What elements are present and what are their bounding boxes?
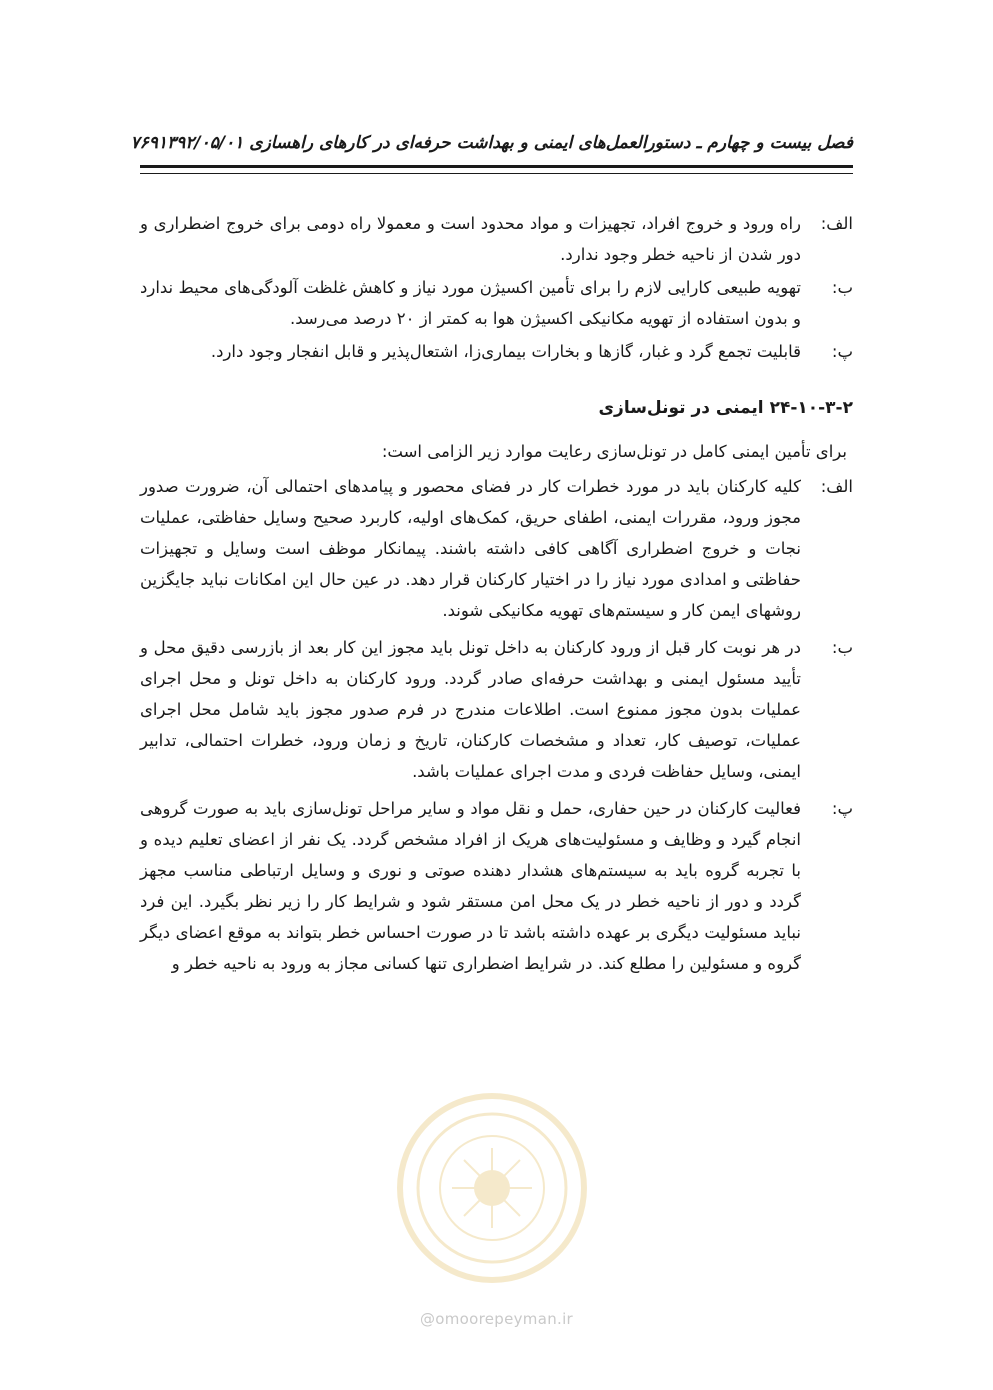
- page-header: [130, 128, 853, 158]
- watermark-seal-icon: [392, 1088, 592, 1288]
- list-text: قابلیت تجمع گرد و غبار، گازها و بخارات بیماری‌زا، اشتعال‌پذیر و قابل انفجار وجود دارد.: [210, 342, 801, 361]
- list-text: کلیه کارکنان باید در مورد خطرات کار در فضای محصور و پیامدهای احتمالی آن، ضرورت صدور مجوز ورود، مقررات ایمنی، اطفای حریق، کمک‌های اولیه، کاربرد صحیح وسایل حفاظتی، عملیات نجات و خروج اضطراری آگاهی کافی داشته باشند. پیمانکار موظف است وسایل و تجهیزات حفاظتی و امدادی مورد نیاز را در اختیار کارکنان قرار دهد. در عین حال این امکانات نباید جایگزین روشهای ایمن کار و سیستم‌های تهویه مکانیکی شوند.: [140, 477, 801, 620]
- watermark-text: @omoorepeyman.ir: [419, 1310, 574, 1328]
- list-text: در هر نوبت کار قبل از ورود کارکنان به داخل تونل باید مجوز این کار بعد از بازرسی دقیق محل و تأیید مسئول ایمنی و بهداشت حرفه‌ای صادر گردد. ورود کارکنان به داخل تونل و محل اجرای عملیات بدون مجوز ممنوع است. اطلاعات مندرج در فرم صدور مجوز باید شامل محل اجرای عملیات، توصیف کار، تعداد و مشخصات کارکنان، تاریخ و زمان ورود، خطرات احتمالی، تدابیر ایمنی، وسایل حفاظت فردی و مدت اجرای عملیات باشد.: [140, 638, 801, 781]
- section-intro: برای تأمین ایمنی کامل در تونل‌سازی رعایت موارد زیر الزامی است:: [381, 442, 847, 461]
- list-text: راه ورود و خروج افراد، تجهیزات و مواد محدود است و معمولا راه دومی برای خروج اضطراری و دور شدن از ناحیه خطر وجود ندارد.: [140, 214, 801, 264]
- section-heading: ۲۴-۱۰-۳-۲ ایمنی در تونل‌سازی: [598, 398, 853, 418]
- list-marker: پ:: [831, 799, 853, 818]
- list-text: تهویه طبیعی کارایی لازم را برای تأمین اکسیژن مورد نیاز و کاهش غلظت آلودگی‌های محیط ندارد و بدون استفاده از تهویه مکانیکی اکسیژن هوا به کمتر از ۲۰ درصد می‌رسد.: [140, 278, 801, 328]
- list-text: فعالیت کارکنان در حین حفاری، حمل و نقل مواد و سایر مراحل تونل‌سازی باید به صورت گروهی انجام گیرد و وظایف و مسئولیت‌های هریک از افراد مشخص گردد. یک نفر از اعضای تعلیم دیده و با تجربه گروه باید به سیستم‌های هشدار دهنده صوتی و نوری و وسایل ارتباطی مناسب مجهز گردد و دور از ناحیه خطر در یک محل امن مستقر شود و شرایط کار را زیر نظر بگیرد. این فرد نباید مسئولیت دیگری بر عهده داشته باشد تا در صورت احساس خطر بتواند به موقع اعضای دیگر گروه و مسئولین را مطلع کند. در شرایط اضطراری تنها کسانی مجاز به ورود به ناحیه خطر و: [140, 799, 801, 973]
- list-marker: ب:: [831, 278, 853, 297]
- header-rule-thick: [140, 165, 853, 168]
- list-item: [140, 208, 853, 270]
- list-item: [140, 632, 853, 787]
- page-content: [140, 208, 853, 985]
- list-marker: ب:: [831, 638, 853, 657]
- list-marker: الف:: [820, 477, 853, 496]
- header-title: فصل بیست و چهارم ـ دستورالعمل‌های ایمنی و بهداشت حرفه‌ای در کارهای راهسازی ۱۳۹۲/۰۵/۰۱: [157, 133, 853, 153]
- list-item: [140, 471, 853, 626]
- list-marker: الف:: [820, 214, 853, 233]
- page-number: ۷۶۹: [130, 133, 158, 153]
- list-item: [140, 336, 853, 367]
- list-item: [140, 793, 853, 979]
- list-marker: پ:: [831, 342, 853, 361]
- header-rule-thin: [140, 173, 853, 174]
- list-item: [140, 272, 853, 334]
